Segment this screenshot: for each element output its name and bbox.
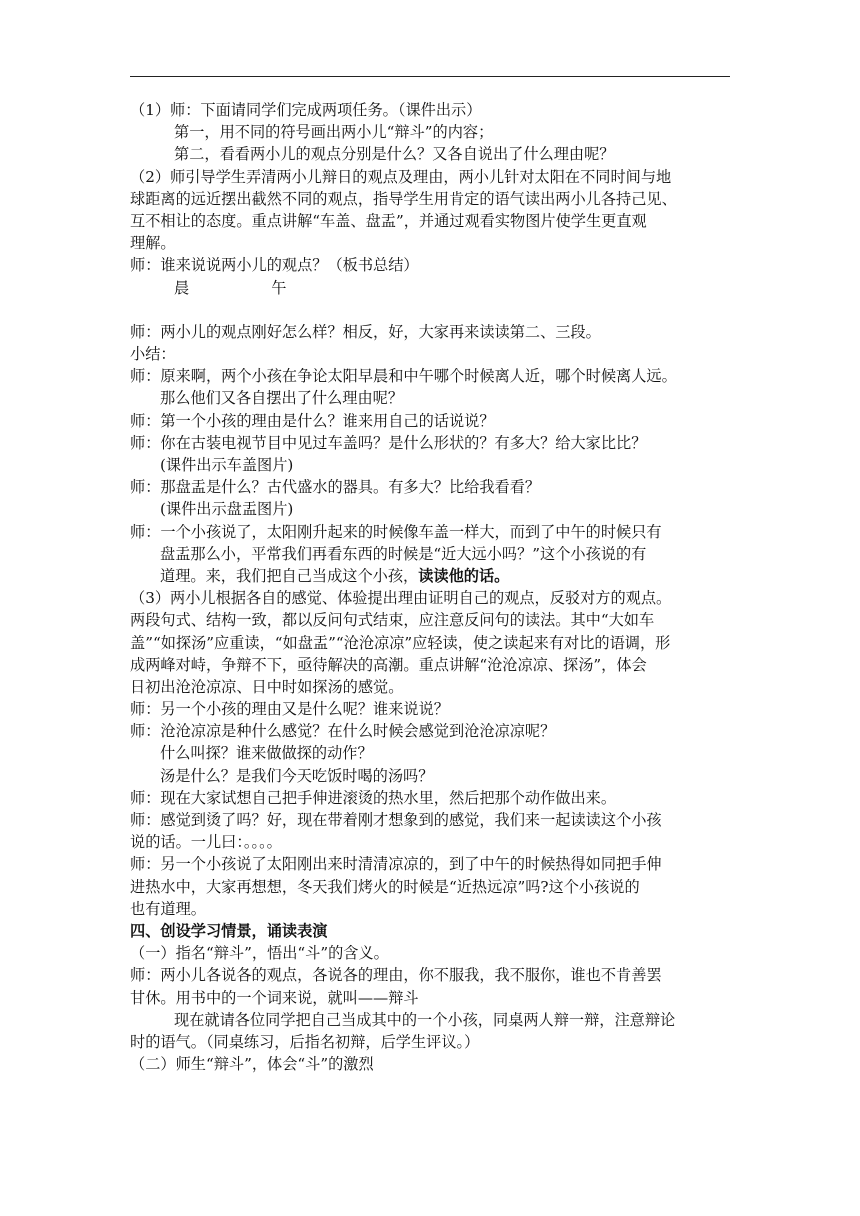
paragraph-line: 现在就请各位同学把自己当成其中的一个小孩，同桌两人辩一辩，注意辩论 [174,1010,676,1029]
paragraph-line: 球距离的远近摆出截然不同的观点，指导学生用肯定的语气读出两小儿各持己见、 [130,189,677,208]
paragraph-line: 师：另一个小孩的理由又是什么呢？谁来说说？ [130,700,449,719]
paragraph-line: 什么叫探？谁来做做探的动作？ [160,744,373,763]
paragraph-line: 第二，看看两小儿的观点分别是什么？又各自说出了什么理由呢？ [174,145,615,164]
paragraph-line: 盖”“如探汤”应重读，“如盘盂”“沧沧凉凉”应轻读，使之读起来有对比的语调，形 [130,633,671,652]
paragraph-line: (课件出示盘盂图片) [160,500,294,519]
paragraph-line: 盘盂那么小，平常我们再看东西的时候是“近大远小吗？”这个小孩说的有 [160,544,647,563]
paragraph-line: 说的话。一儿曰：。。。。 [130,833,282,852]
subsection-heading: （一）指名“辩斗”，悟出“斗”的含义。 [130,944,389,963]
paragraph-line: 小结： [130,345,176,364]
paragraph-line [130,565,742,587]
paragraph-line: (课件出示车盖图片) [160,456,294,474]
board-morning: 晨 [174,278,190,297]
emphasis-text: 读读他的话。 [418,566,510,585]
paragraph-line: 师：第一个小孩的理由是什么？谁来用自己的话说说？ [130,411,495,430]
paragraph-line: 师：原来啊，两个小孩在争论太阳早晨和中午哪个时候离人近，哪个时候离人远。 [130,367,677,386]
paragraph-line: 汤是什么？是我们今天吃饭时喝的汤吗？ [160,766,434,785]
paragraph-line: 也有道理。 [130,899,206,918]
paragraph-line: （2）师引导学生弄清两小儿辩日的观点及理由，两小儿针对太阳在不同时间与地 [130,167,672,186]
paragraph-line: 时的语气。（同桌练习，后指名初辩，后学生评议。） [130,1032,480,1051]
paragraph-line: 互不相让的态度。重点讲解“车盖、盘盂”，并通过观看实物图片使学生更直观 [130,211,647,230]
text-run: 道理。来，我们把自己当成这个小孩， [160,566,419,585]
paragraph-line: 成两峰对峙，争辩不下，亟待解决的高潮。重点讲解“沧沧凉凉、探汤”，体会 [130,655,647,674]
paragraph-line: 理解。 [130,234,176,253]
section-heading: 四、创设学习情景，诵读表演 [130,921,328,940]
blank-line [130,299,742,321]
paragraph-line: 师：两小儿各说各的观点，各说各的理由，你不服我，我不服你，谁也不肯善罢 [130,966,662,985]
paragraph-line: 甘休。用书中的一个词来说，就叫——辩斗 [130,988,419,1007]
paragraph-line: 师：另一个小孩说了太阳刚出来时清清凉凉的，到了中午的时候热得如同把手伸 [130,855,662,874]
paragraph-line: 师：一个小孩说了，太阳刚升起来的时候像车盖一样大，而到了中午的时候只有 [130,522,662,541]
paragraph-line: 那么他们又各自摆出了什么理由呢？ [160,389,403,408]
paragraph-line: （3）两小儿根据各自的感觉、体验提出理由证明自己的观点，反驳对方的观点。 [130,589,672,608]
paragraph-line: 日初出沧沧凉凉、日中时如探汤的感觉。 [130,677,404,696]
paragraph-line: 师：现在大家试想自己把手伸进滚烫的热水里，然后把那个动作做出来。 [130,788,616,807]
subsection-heading: （二）师生“辩斗”，体会“斗”的激烈 [130,1055,374,1074]
paragraph-line: 师：你在古装电视节目中见过车盖吗？是什么形状的？有多大？给大家比比？ [130,433,647,452]
paragraph-line: 师：谁来说说两小儿的观点？（板书总结） [130,256,419,275]
paragraph-line: 两段句式、结构一致，都以反问句式结束，应注意反问句的读法。其中“大如车 [130,611,655,630]
header-rule [130,76,730,77]
paragraph-line: 师：两小儿的观点刚好怎么样？相反，好，大家再来读读第二、三段。 [130,322,601,341]
paragraph-line: 第一，用不同的符号画出两小儿“辩斗”的内容； [174,123,494,142]
board-noon: 午 [271,278,287,297]
paragraph-line: 进热水中，大家再想想，冬天我们烤火的时候是“近热远凉”吗?这个小孩说的 [130,877,640,896]
board-summary-line [130,277,742,299]
paragraph-line: （1）师：下面请同学们完成两项任务。（课件出示） [130,101,482,119]
paragraph-line: 师：感觉到烫了吗？好，现在带着刚才想象到的感觉，我们来一起读读这个小孩 [130,811,662,829]
document-body [130,99,742,1075]
paragraph-line: 师：那盘盂是什么？古代盛水的器具。有多大？比给我看看？ [130,478,541,497]
paragraph-line: 师：沧沧凉凉是种什么感觉？在什么时候会感觉到沧沧凉凉呢？ [130,722,556,741]
